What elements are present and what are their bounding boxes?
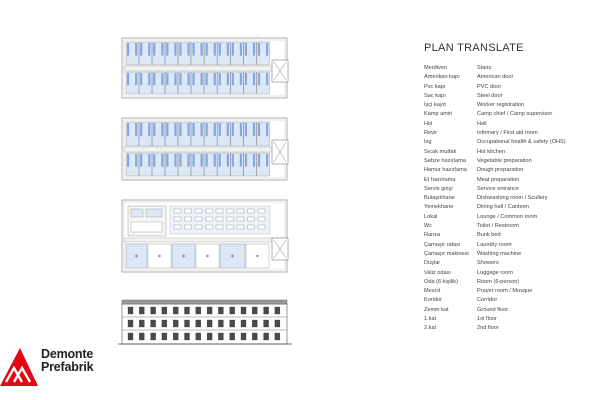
bunk-bed-icon [140, 123, 142, 136]
dining-table [206, 225, 213, 229]
legend-term-english: Laundry room [477, 241, 512, 248]
brand-line-1: Demonte [41, 347, 94, 361]
bunk-bed-icon [174, 123, 176, 136]
legend-term-turkish: Zemin kat [424, 306, 449, 313]
room-marker [206, 255, 208, 257]
legend-row [424, 176, 566, 185]
window [128, 320, 133, 327]
window [185, 333, 190, 340]
window [139, 320, 144, 327]
bunk-bed-icon [161, 43, 163, 56]
legend-term-english: 2nd floor [477, 325, 499, 332]
legend-term-english: Stairs [477, 65, 492, 71]
legend-term-turkish: Amerikan kapı [424, 74, 460, 81]
bunk-bed-icon [187, 123, 189, 136]
bunk-bed-icon [127, 43, 129, 56]
window [128, 307, 133, 314]
legend-term-turkish: Duşlar [424, 260, 441, 267]
dining-table [206, 209, 213, 213]
bunk-bed-icon [240, 154, 242, 167]
bunk-bed-icon [161, 73, 163, 85]
dining-table [185, 217, 192, 221]
window [241, 307, 246, 314]
window [196, 333, 201, 340]
window [162, 307, 167, 314]
legend-term-turkish: Hol [424, 120, 433, 127]
legend-term-turkish: Lokal [424, 213, 438, 220]
bunk-bed-icon [219, 43, 221, 56]
window [173, 307, 178, 314]
bunk-bed-icon [201, 154, 203, 167]
bunk-bed-icon [148, 154, 150, 167]
legend-term-english: Dough preparation [477, 167, 524, 174]
legend-term-english: Washing machine [477, 250, 522, 257]
bunk-bed-icon [153, 73, 155, 85]
bunk-bed-icon [187, 73, 189, 85]
bunk-bed-icon [166, 154, 168, 167]
bunk-bed-icon [135, 43, 137, 56]
bunk-bed-icon [201, 123, 203, 136]
legend-term-english: Meat preparation [477, 176, 520, 183]
legend-term-turkish: Servis girişi [424, 185, 453, 192]
window [275, 320, 280, 327]
legend-row [424, 259, 566, 268]
room-marker [158, 255, 160, 257]
bunk-bed-icon [266, 43, 268, 56]
bunk-bed-icon [127, 154, 129, 167]
bunk-bed-icon [135, 73, 137, 85]
legend-row [424, 203, 566, 212]
bunk-bed-icon [127, 73, 129, 85]
legend-row [424, 324, 566, 333]
window [139, 307, 144, 314]
room-marker [135, 255, 137, 257]
legend-term-english: Dining hall / Canteen [477, 204, 529, 211]
window [252, 333, 257, 340]
legend-term-turkish: Koridor [424, 297, 443, 304]
svg-text:─ ─: ─ ─ [256, 34, 261, 37]
bunk-bed-icon [166, 123, 168, 136]
legend-term-english: Bunk bed [477, 232, 501, 239]
legend-term-english: Service entrance [477, 185, 519, 192]
bunk-bed-icon [174, 73, 176, 85]
legend-term-english: Camp chief / Camp supervisor [477, 111, 553, 118]
bunk-bed-icon [258, 73, 260, 85]
window [252, 307, 257, 314]
logo-mark-icon [0, 348, 38, 386]
legend-term-english: Worker registration [477, 102, 525, 109]
legend-term-turkish: Çamaşır makinesi [424, 250, 469, 257]
bunk-bed-icon [245, 43, 247, 56]
room-marker [182, 255, 184, 257]
bunk-bed-icon [214, 123, 216, 136]
window [218, 307, 223, 314]
legend-row [424, 194, 566, 203]
window [162, 320, 167, 327]
dining-table [237, 225, 244, 229]
legend-term-english: Hall [477, 120, 487, 127]
dining-table [227, 217, 234, 221]
legend-row [424, 64, 566, 73]
bunk-bed-icon [179, 43, 181, 56]
bunk-bed-icon [192, 154, 194, 167]
legend-term-turkish: 1.kat [424, 316, 437, 323]
dining-table [185, 225, 192, 229]
dining-table [237, 217, 244, 221]
dining-table [248, 225, 255, 229]
legend-term-english: Ground floor [477, 306, 509, 313]
legend-term-english: American door [477, 74, 514, 81]
window [264, 320, 269, 327]
legend-term-turkish: Ranza [424, 232, 441, 239]
legend-term-turkish: Hamur hazırlama [424, 167, 467, 174]
dining-table [216, 209, 223, 213]
brand-line-2: Prefabrik [41, 360, 94, 374]
legend-term-turkish: Sebze hazırlama [424, 157, 466, 164]
legend-row [424, 148, 566, 157]
bunk-bed-icon [192, 73, 194, 85]
dining-table [195, 225, 202, 229]
bunk-bed-icon [174, 154, 176, 167]
bunk-bed-icon [161, 154, 163, 167]
legend-term-turkish: Mescit [424, 288, 441, 295]
legend-term-english: Vegetable preparation [477, 157, 532, 164]
bunk-bed-icon [258, 43, 260, 56]
bunk-bed-icon [245, 123, 247, 136]
legend-term-english: Occupational health & safety (OHS) [477, 139, 566, 146]
legend-term-turkish: Kamp amiri [424, 111, 453, 118]
bunk-bed-icon [240, 123, 242, 136]
legend-row [424, 101, 566, 110]
bunk-bed-icon [232, 43, 234, 56]
bunk-bed-icon [166, 73, 168, 85]
window [173, 320, 178, 327]
legend-term-english: Corridor [477, 297, 498, 304]
bunk-bed-icon [135, 123, 137, 136]
bunk-bed-icon [179, 73, 181, 85]
legend-row [424, 185, 566, 194]
legend-term-english: Dishwashing room / Scullery [477, 195, 548, 202]
window [207, 333, 212, 340]
window [275, 307, 280, 314]
window [275, 333, 280, 340]
legend-term-english: Showers [477, 260, 499, 267]
bunk-bed-icon [258, 154, 260, 167]
bunk-bed-icon [187, 43, 189, 56]
legend-row [424, 73, 566, 82]
legend-row [424, 213, 566, 222]
bunk-bed-icon [174, 43, 176, 56]
legend-term-english: Lounge / Common room [477, 213, 538, 220]
bunk-bed-icon [258, 123, 260, 136]
window [162, 333, 167, 340]
legend-term-english: Infirmary / First aid room [477, 130, 538, 137]
bunk-bed-icon [201, 73, 203, 85]
plan-ground-floor [122, 200, 288, 272]
legend-row [424, 241, 566, 250]
bunk-bed-icon [253, 73, 255, 85]
svg-text:·: · [340, 375, 341, 379]
bunk-bed-icon [266, 123, 268, 136]
bunk-bed-icon [153, 43, 155, 56]
bunk-bed-icon [219, 123, 221, 136]
bunk-bed-icon [240, 43, 242, 56]
legend-term-english: Toilet / Restroom [477, 223, 519, 230]
window [241, 333, 246, 340]
bunk-bed-icon [227, 73, 229, 85]
bunk-bed-icon [253, 154, 255, 167]
dining-table [227, 225, 234, 229]
window [151, 307, 156, 314]
legend-row [424, 83, 566, 92]
window [241, 320, 246, 327]
bunk-bed-icon [179, 123, 181, 136]
bunk-bed-icon [214, 154, 216, 167]
legend-row [424, 278, 566, 287]
legend-row [424, 231, 566, 240]
room-marker [231, 255, 233, 257]
legend-table [424, 64, 566, 334]
window [218, 333, 223, 340]
bunk-bed-icon [179, 154, 181, 167]
legend-row [424, 296, 566, 305]
legend-term-turkish: İşçi kayıt [424, 102, 446, 109]
window [218, 320, 223, 327]
window [185, 320, 190, 327]
bunk-bed-icon [232, 73, 234, 85]
bunk-bed-icon [153, 123, 155, 136]
window [252, 320, 257, 327]
bunk-bed-icon [135, 154, 137, 167]
legend-term-turkish: Yemekhane [424, 204, 454, 211]
dining-table [248, 209, 255, 213]
dining-table [206, 217, 213, 221]
bunk-bed-icon [166, 43, 168, 56]
legend-term-english: Prayer room / Mosque [477, 288, 533, 295]
bunk-bed-icon [253, 123, 255, 136]
legend-term-english: PVC door [477, 83, 502, 90]
plan-translate-legend [424, 42, 594, 334]
bunk-bed-icon [227, 123, 229, 136]
bunk-bed-icon [192, 43, 194, 56]
plan-middle-floor [122, 118, 288, 180]
legend-term-turkish: Isg [424, 139, 432, 146]
legend-row [424, 250, 566, 259]
window [173, 333, 178, 340]
bunk-bed-icon [245, 73, 247, 85]
legend-term-turkish: Sıcak mutfak [424, 148, 457, 155]
legend-term-turkish: Sac kapı [424, 92, 446, 99]
legend-row [424, 110, 566, 119]
dining-table [174, 225, 181, 229]
bunk-bed-icon [232, 123, 234, 136]
dining-table [195, 209, 202, 213]
legend-term-turkish: Revir [424, 130, 438, 137]
legend-term-english: Hot kitchen [477, 148, 505, 155]
window [264, 333, 269, 340]
window [207, 320, 212, 327]
legend-row [424, 120, 566, 129]
bunk-bed-icon [140, 73, 142, 85]
legend-term-turkish: Oda (6 kişilik) [424, 278, 458, 285]
dining-table [227, 209, 234, 213]
bunk-bed-icon [201, 43, 203, 56]
bunk-bed-icon [187, 154, 189, 167]
legend-row [424, 269, 566, 278]
bunk-bed-icon [206, 73, 208, 85]
bunk-bed-icon [227, 154, 229, 167]
legend-term-turkish: Wc [424, 223, 433, 230]
bunk-bed-icon [148, 43, 150, 56]
legend-title: PLAN TRANSLATE [424, 42, 524, 54]
bunk-bed-icon [219, 154, 221, 167]
legend-row [424, 157, 566, 166]
bunk-bed-icon [206, 154, 208, 167]
bunk-bed-icon [227, 43, 229, 56]
window [207, 307, 212, 314]
bunk-bed-icon [219, 73, 221, 85]
bunk-bed-icon [266, 154, 268, 167]
window [185, 307, 190, 314]
dining-table [258, 217, 265, 221]
bunk-bed-icon [192, 123, 194, 136]
bunk-bed-icon [266, 73, 268, 85]
window [264, 307, 269, 314]
bunk-bed-icon [161, 123, 163, 136]
bunk-bed-icon [240, 73, 242, 85]
legend-row [424, 92, 566, 101]
bunk-bed-icon [232, 154, 234, 167]
legend-term-english: 1st floor [477, 316, 497, 323]
window [230, 320, 235, 327]
bunk-bed-icon [140, 154, 142, 167]
legend-term-turkish: Çamaşır odası [424, 241, 461, 248]
legend-term-english: Steel door [477, 92, 503, 99]
brand-name [41, 348, 93, 374]
legend-row [424, 306, 566, 315]
legend-term-turkish: Bulaşıkhane [424, 195, 455, 202]
legend-term-english: Room (6-person) [477, 278, 520, 285]
bunk-bed-icon [206, 43, 208, 56]
legend-row [424, 129, 566, 138]
room-marker [256, 255, 258, 257]
dining-table [195, 217, 202, 221]
legend-term-english: Luggage room [477, 269, 514, 276]
legend-row [424, 166, 566, 175]
dining-table [174, 209, 181, 213]
legend-term-turkish: Pvc kapı [424, 83, 446, 90]
dining-table [174, 217, 181, 221]
window [196, 320, 201, 327]
dining-table [185, 209, 192, 213]
dining-table [258, 225, 265, 229]
bunk-bed-icon [127, 123, 129, 136]
window [196, 307, 201, 314]
bunk-bed-icon [214, 43, 216, 56]
legend-row [424, 138, 566, 147]
dining-table [216, 225, 223, 229]
dining-table [248, 217, 255, 221]
legend-term-turkish: Et hazırlama [424, 176, 456, 183]
legend-term-turkish: Merdiven [424, 65, 448, 71]
bunk-bed-icon [148, 123, 150, 136]
bunk-bed-icon [214, 73, 216, 85]
plan-upper-floor [122, 34, 288, 98]
window [151, 320, 156, 327]
bunk-bed-icon [153, 154, 155, 167]
dining-table [237, 209, 244, 213]
bunk-bed-icon [148, 73, 150, 85]
legend-row [424, 287, 566, 296]
legend-row [424, 315, 566, 324]
legend-term-turkish: 2.kat [424, 325, 437, 332]
dining-table [216, 217, 223, 221]
bunk-bed-icon [206, 123, 208, 136]
dining-table [258, 209, 265, 213]
legend-row [424, 222, 566, 231]
window [230, 307, 235, 314]
bunk-bed-icon [245, 154, 247, 167]
legend-term-turkish: Valiz odası [424, 269, 451, 276]
bunk-bed-icon [253, 43, 255, 56]
window [230, 333, 235, 340]
bunk-bed-icon [140, 43, 142, 56]
